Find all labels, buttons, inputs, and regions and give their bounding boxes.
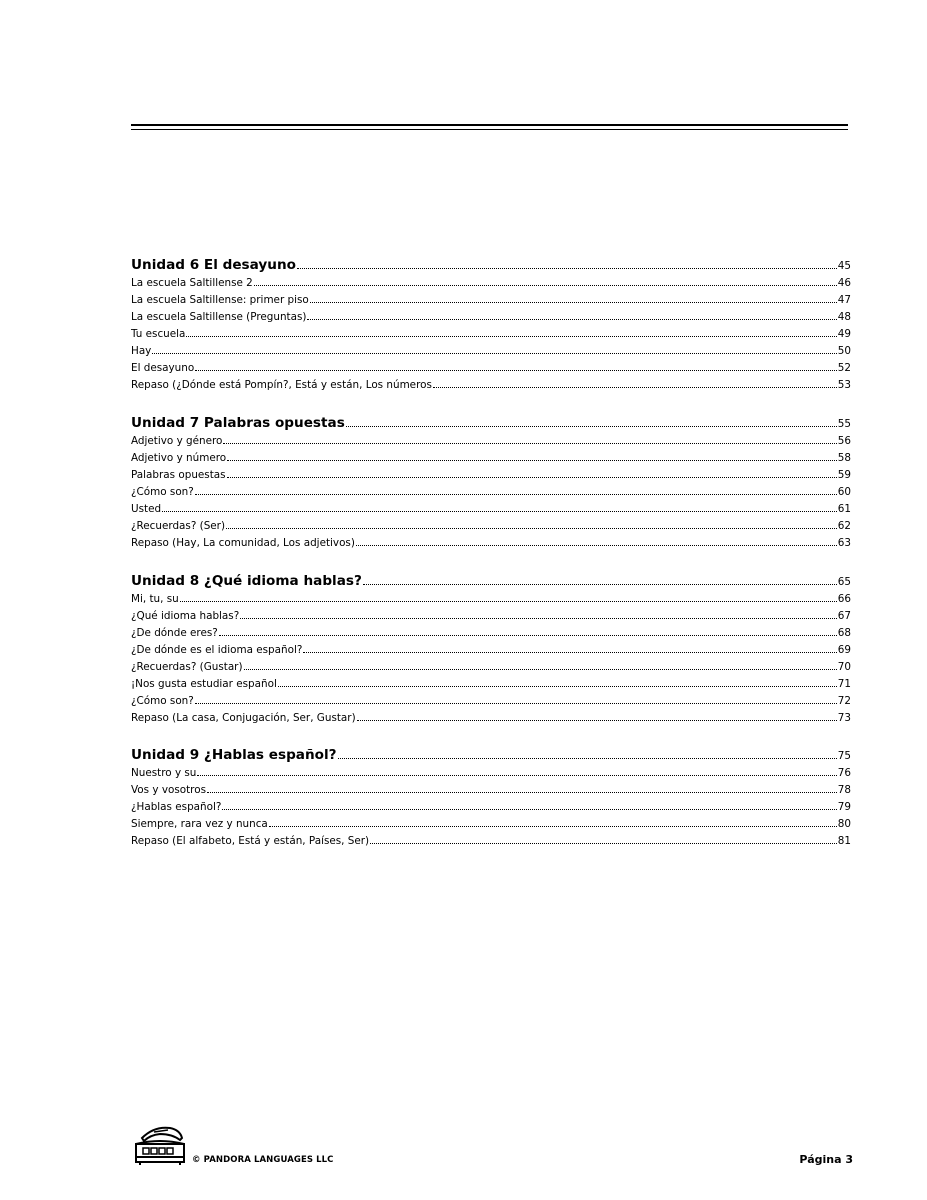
header-rule-bottom	[131, 129, 848, 130]
toc-entry[interactable]	[131, 833, 851, 850]
toc-entry-page: 78	[837, 784, 851, 796]
unit-heading-page: 45	[837, 260, 851, 272]
unit-heading[interactable]	[131, 572, 851, 591]
toc-entry[interactable]	[131, 642, 851, 659]
toc-entry[interactable]	[131, 659, 851, 676]
toc-entry-page: 56	[837, 435, 851, 447]
header-rule-top	[131, 124, 848, 126]
dot-leader	[356, 537, 837, 546]
toc-entry[interactable]	[131, 518, 851, 535]
dot-leader	[227, 452, 837, 461]
toc-entry[interactable]	[131, 309, 851, 326]
toc-entry[interactable]	[131, 275, 851, 292]
toc-entry-page: 52	[837, 362, 851, 374]
dot-leader	[223, 435, 836, 444]
toc-entry[interactable]	[131, 676, 851, 693]
toc-entry-title: La escuela Saltillense (Preguntas)	[131, 311, 307, 323]
toc-entry-page: 62	[837, 520, 851, 532]
toc-entry[interactable]	[131, 782, 851, 799]
toc-entry-page: 46	[837, 277, 851, 289]
unit-6	[131, 256, 851, 394]
toc-entry[interactable]	[131, 799, 851, 816]
toc-entry-title: ¿Recuerdas? (Ser)	[131, 520, 226, 532]
toc-entry-title: Vos y vosotros	[131, 784, 206, 796]
unit-heading-title: Unidad 6 El desayuno	[131, 257, 296, 273]
toc-entry-title: Adjetivo y género	[131, 435, 223, 447]
toc-entry[interactable]	[131, 467, 851, 484]
toc-entry[interactable]	[131, 326, 851, 343]
dot-leader	[207, 784, 837, 793]
toc-entry[interactable]	[131, 343, 851, 360]
dot-leader	[219, 627, 837, 636]
toc-entry-title: Repaso (La casa, Conjugación, Ser, Gustar)	[131, 712, 356, 724]
toc-entry[interactable]	[131, 360, 851, 377]
toc-entry-title: ¿Qué idioma hablas?	[131, 610, 240, 622]
unit-heading[interactable]	[131, 414, 851, 433]
toc-entry-title: ¿Cómo son?	[131, 486, 194, 498]
unit-heading-title: Unidad 9 ¿Hablas español?	[131, 747, 337, 763]
toc-entry-title: Repaso (Hay, La comunidad, Los adjetivos)	[131, 537, 355, 549]
dot-leader	[195, 362, 837, 371]
dot-leader	[310, 294, 837, 303]
toc-entry-title: Usted	[131, 503, 162, 515]
dot-leader	[338, 747, 837, 759]
toc-entry[interactable]	[131, 608, 851, 625]
toc-entry[interactable]	[131, 816, 851, 833]
toc-entry[interactable]	[131, 433, 851, 450]
dot-leader	[303, 644, 836, 653]
toc-entry-page: 58	[837, 452, 851, 464]
dot-leader	[269, 818, 837, 827]
dot-leader	[180, 593, 837, 602]
unit-heading-page: 55	[837, 418, 851, 430]
dot-leader	[195, 486, 837, 495]
dot-leader	[152, 345, 836, 354]
toc-entry-page: 49	[837, 328, 851, 340]
unit-heading-title: Unidad 7 Palabras opuestas	[131, 415, 345, 431]
toc-entry-page: 68	[837, 627, 851, 639]
toc-entry[interactable]	[131, 693, 851, 710]
dot-leader	[244, 661, 837, 670]
toc-entry-page: 70	[837, 661, 851, 673]
toc-entry-page: 72	[837, 695, 851, 707]
unit-heading[interactable]	[131, 256, 851, 275]
toc-entry-page: 71	[837, 678, 851, 690]
unit-7	[131, 414, 851, 552]
dot-leader	[346, 415, 837, 427]
toc-entry-page: 80	[837, 818, 851, 830]
toc-entry-title: ¡Nos gusta estudiar español	[131, 678, 277, 690]
toc-entry-title: ¿Recuerdas? (Gustar)	[131, 661, 243, 673]
toc-entry-title: El desayuno	[131, 362, 195, 374]
toc-entry-title: ¿De dónde eres?	[131, 627, 218, 639]
toc-entry[interactable]	[131, 535, 851, 552]
dot-leader	[240, 610, 837, 619]
unit-9	[131, 746, 851, 850]
toc-entry-title: Nuestro y su	[131, 767, 197, 779]
toc-entry-page: 79	[837, 801, 851, 813]
dot-leader	[357, 712, 837, 721]
dot-leader	[433, 379, 837, 388]
toc-entry[interactable]	[131, 501, 851, 518]
toc-entry-title: Siempre, rara vez y nunca	[131, 818, 268, 830]
toc-entry[interactable]	[131, 377, 851, 394]
toc-entry-page: 69	[837, 644, 851, 656]
toc-entry[interactable]	[131, 450, 851, 467]
toc-entry-title: Hay	[131, 345, 152, 357]
unit-heading-page: 75	[837, 750, 851, 762]
toc-entry-title: Palabras opuestas	[131, 469, 226, 481]
toc-entry-page: 67	[837, 610, 851, 622]
dot-leader	[370, 835, 837, 844]
toc-entry-title: ¿De dónde es el idioma español?	[131, 644, 303, 656]
dot-leader	[197, 767, 836, 776]
toc-entry-title: Repaso (El alfabeto, Está y están, Países, Ser)	[131, 835, 370, 847]
dot-leader	[162, 503, 837, 512]
toc-entry-page: 59	[837, 469, 851, 481]
dot-leader	[307, 311, 836, 320]
toc-entry-title: La escuela Saltillense 2	[131, 277, 253, 289]
toc-entry-title: ¿Hablas español?	[131, 801, 222, 813]
toc-entry[interactable]	[131, 292, 851, 309]
toc-entry[interactable]	[131, 625, 851, 642]
toc-entry-page: 73	[837, 712, 851, 724]
toc-entry-page: 60	[837, 486, 851, 498]
toc-entry-page: 76	[837, 767, 851, 779]
dot-leader	[186, 328, 836, 337]
toc-entry-title: La escuela Saltillense: primer piso	[131, 294, 309, 306]
toc-entry-title: ¿Cómo son?	[131, 695, 194, 707]
unit-heading[interactable]	[131, 746, 851, 765]
toc-entry[interactable]	[131, 484, 851, 501]
dot-leader	[227, 469, 837, 478]
dot-leader	[278, 678, 837, 687]
dot-leader	[195, 695, 837, 704]
table-of-contents	[131, 256, 851, 870]
unit-8	[131, 572, 851, 727]
toc-entry-page: 81	[837, 835, 851, 847]
copyright-brand: © PANDORA LANGUAGES LLC	[192, 1155, 334, 1165]
toc-entry-title: Adjetivo y número	[131, 452, 227, 464]
treasure-chest-icon	[134, 1124, 186, 1166]
toc-entry-page: 53	[837, 379, 851, 391]
toc-entry[interactable]	[131, 710, 851, 727]
toc-entry-page: 47	[837, 294, 851, 306]
dot-leader	[226, 520, 837, 529]
dot-leader	[297, 257, 837, 269]
toc-entry-page: 48	[837, 311, 851, 323]
toc-entry[interactable]	[131, 591, 851, 608]
toc-entry-page: 61	[837, 503, 851, 515]
toc-entry[interactable]	[131, 765, 851, 782]
dot-leader	[222, 801, 836, 810]
toc-entry-title: Tu escuela	[131, 328, 186, 340]
toc-entry-title: Mi, tu, su	[131, 593, 179, 605]
toc-entry-title: Repaso (¿Dónde está Pompín?, Está y están, Los números	[131, 379, 432, 391]
toc-entry-page: 63	[837, 537, 851, 549]
toc-entry-page: 66	[837, 593, 851, 605]
unit-heading-page: 65	[837, 576, 851, 588]
unit-heading-title: Unidad 8 ¿Qué idioma hablas?	[131, 573, 362, 589]
toc-entry-page: 50	[837, 345, 851, 357]
dot-leader	[363, 573, 837, 585]
page-number: Página 3	[799, 1153, 853, 1166]
dot-leader	[254, 277, 837, 286]
